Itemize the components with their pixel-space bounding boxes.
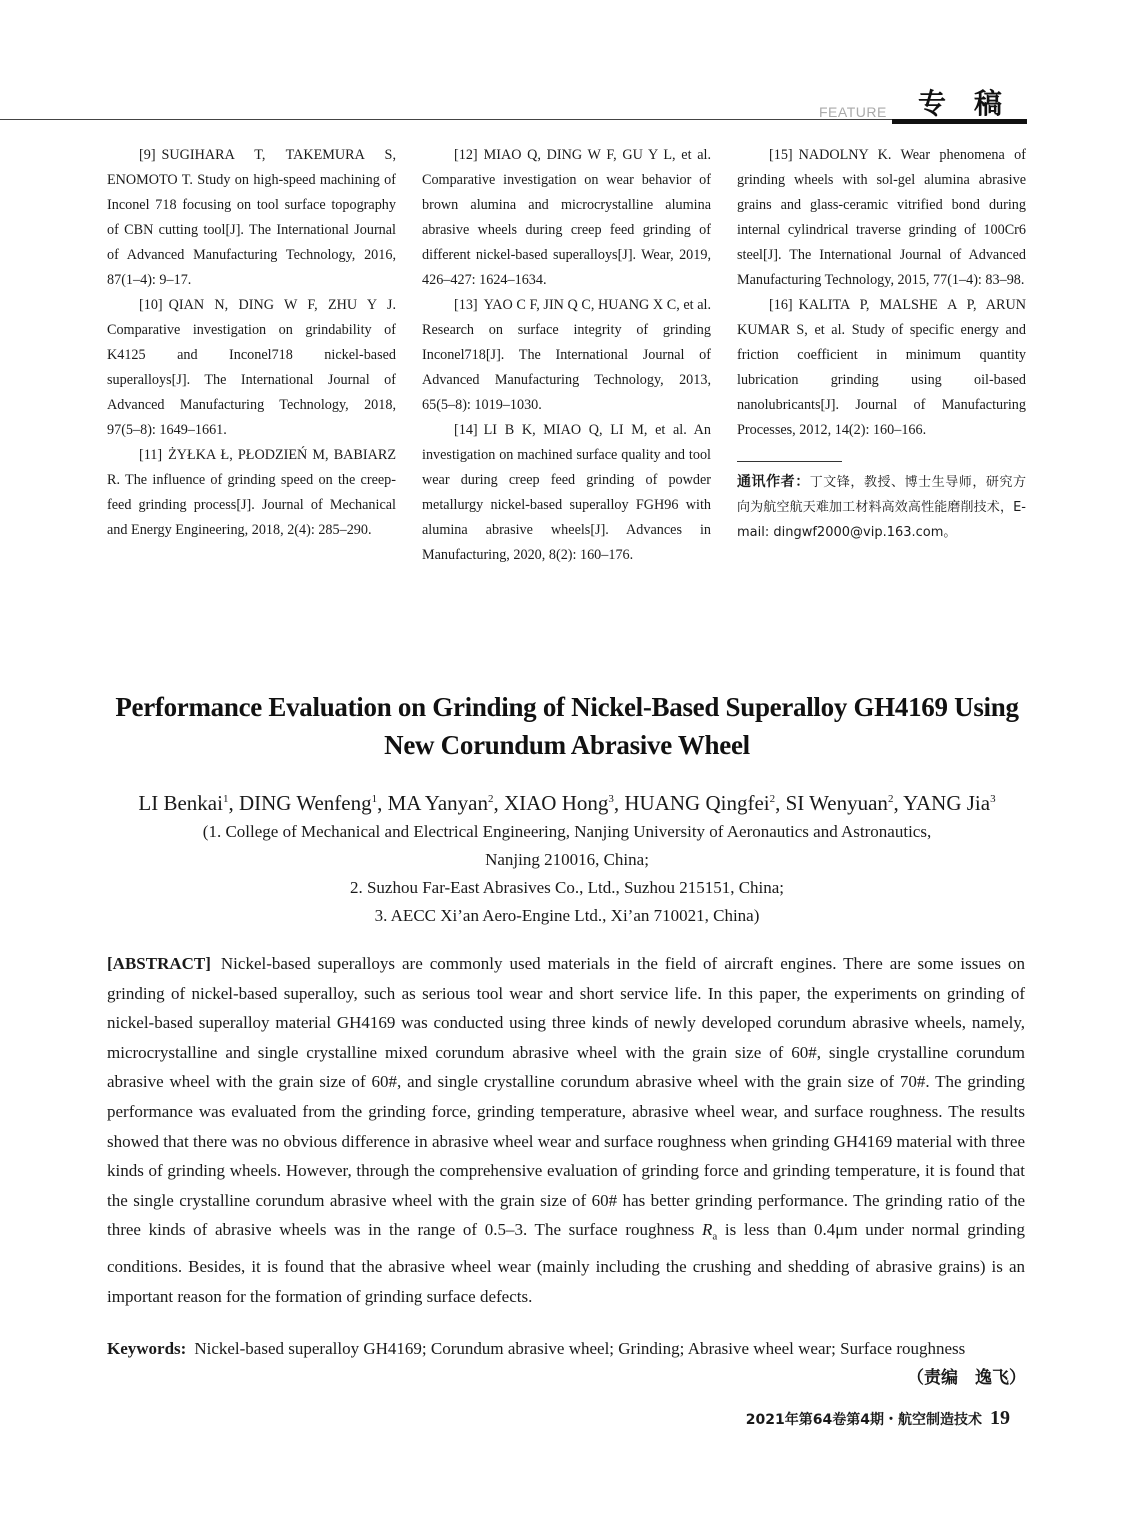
author: XIAO Hong$^3$, [503, 791, 625, 815]
journal-issue: 2021年第64卷第4期・航空制造技术 [745, 1412, 982, 1428]
author: MA Yanyan$^2$, [387, 791, 504, 815]
page-number: 19 [990, 1407, 1010, 1429]
abstract-text: Nickel-based superalloys are commonly used materials in the field of aircraft engines. There are some issues on grinding of nickel-based superalloy, such as serious tool wear and short service life. In this paper, the experiments on grinding of nickel-based superalloy material GH4169 was conducted using three kinds of newly developed corundum abrasive wheels, namely, microcrystalline and single crystalline mixed corundum abrasive wheel with the grain size of 60#, single crystalline corundum abrasive wheel with the grain size of 60#, and single crystalline corundum abrasive wheel with the grain size of 70#. The grinding performance was evaluated from the grinding force, grinding temperature, abrasive wheel wear, and surface roughness. The results showed that there was no obvious difference in abrasive wheel wear and surface roughness when grinding GH4169 material with three kinds of grinding wheels. However, through the comprehensive evaluation of grinding force and grinding temperature, it is found that the single crystalline corundum abrasive wheel with the grain size of 60# has better grinding performance. The grinding ratio of the three kinds of abrasive wheels was in the range of 0.5–3. The surface roughness [107, 954, 1025, 1240]
keywords-text: Nickel-based superalloy GH4169; Corundum abrasive wheel; Grinding; Abrasive wheel wear; Surface roughness [194, 1339, 966, 1358]
reference-item: [9] SUGIHARA T, TAKEMURA S, ENOMOTO T. Study on high-speed machining of Inconel 718 focusing on tool surface topography of CBN cutting tool[J]. The International Journal of Advanced Manufacturing Technology, 2016, 87(1–4): 9–17. [107, 147, 396, 288]
corresponding-author-text: 丁文锋，教授、博士生导师，研究方向为航空航天难加工材料高效高性能磨削技术，E-mail: dingwf2000@vip.163.com。 [737, 475, 1026, 540]
roughness-symbol: R [701, 1220, 713, 1240]
reference-item: [14] LI B K, MIAO Q, LI M, et al. An investigation on machined surface quality and tool wear during creep feed grinding of powder metallurgy nickel-based superalloy FGH96 with alumina abrasive wheels[J]. Advances in Manufacturing, 2020, 8(2): 160–176. [422, 422, 711, 563]
reference-item: [15] NADOLNY K. Wear phenomena of grinding wheels with sol-gel alumina abrasive grains and glass-ceramic vitrified bond during internal cylindrical traverse grinding of 100Cr6 steel[J]. The International Journal of Advanced Manufacturing Technology, 2015, 77(1–4): 83–98. [737, 147, 1026, 288]
author: SI Wenyuan$^2$, [785, 791, 904, 815]
affiliation-line: (1. College of Mechanical and Electrical Engineering, Nanjing University of Aeronautics and Astronautics, [202, 822, 932, 841]
references-column-2 [422, 143, 711, 568]
affiliation-line: Nanjing 210016, China; [485, 850, 649, 869]
reference-item: [13] YAO C F, JIN Q C, HUANG X C, et al. Research on surface integrity of grinding Inconel718[J]. The International Journal of Advanced Manufacturing Technology, 2013, 65(5–8): 1019–1030. [422, 297, 711, 413]
corresponding-author-label: 通讯作者： [737, 474, 810, 490]
author: HUANG Qingfei$^2$, [624, 791, 786, 815]
editor-note: （责编 逸飞） [907, 1368, 1026, 1388]
abstract-label: [ABSTRACT] [107, 954, 211, 973]
page-footer [700, 1404, 1010, 1434]
affiliation-line: 2. Suzhou Far-East Abrasives Co., Ltd., Suzhou 215151, China; [349, 878, 785, 897]
section-label-en: FEATURE [819, 104, 887, 120]
affiliation-line: 3. AECC Xi’an Aero-Engine Ltd., Xi’an 710021, China) [374, 906, 760, 925]
references-column-3 [737, 143, 1026, 545]
reference-item: [16] KALITA P, MALSHE A P, ARUN KUMAR S, et al. Study of specific energy and friction coefficient in minimum quantity lubrication grinding using oil-based nanolubricants[J]. Journal of Manufacturing Processes, 2012, 14(2): 160–166. [737, 297, 1026, 438]
reference-item: [10] QIAN N, DING W F, ZHU Y J. Comparative investigation on grindability of K4125 and Inconel718 nickel-based superalloys[J]. The International Journal of Advanced Manufacturing Technology, 2018, 97(5–8): 1649–1661. [107, 297, 396, 438]
keywords-label: Keywords: [107, 1339, 187, 1358]
section-label-cn: 专稿 [918, 87, 1031, 120]
abstract-text-cont: is less than 0.4μm under normal grinding conditions. Besides, it is found that the abrasive wheel wear (mainly including the crushing and shedding of abrasive grains) is an important reason for the formation of grinding surface defects. [107, 1220, 1025, 1306]
abstract: [ABSTRACT] Nickel-based superalloys are commonly used materials in the field of aircraft engines. There are some issues on grinding of nickel-based superalloy, such as serious tool wear and short service life. In this paper, the experiments on grinding of nickel-based superalloy material GH4169 was conducted using three kinds of newly developed corundum abrasive wheels, namely, microcrystalline and single crystalline mixed corundum abrasive wheel with the grain size of 60#, single crystalline corundum abrasive wheel with the grain size of 60#, and single crystalline corundum abrasive wheel with the grain size of 70#. The grinding performance was evaluated from the grinding force, grinding temperature, abrasive wheel wear, and surface roughness. The results showed that there was no obvious difference in abrasive wheel wear and surface roughness when grinding GH4169 material with three kinds of grinding wheels. However, through the comprehensive evaluation of grinding force and grinding temperature, it is found that the single crystalline corundum abrasive wheel with the grain size of 60# has better grinding performance. The grinding ratio of the three kinds of abrasive wheels was in the range of 0.5–3. The surface roughness $R_a$ is less than 0.4μm under normal grinding conditions. Besides, it is found that the abrasive wheel wear (mainly including the crushing and shedding of abrasive grains) is an important reason for the formation of grinding surface defects. [107, 954, 1025, 1306]
author: LI Benkai$^1$, [138, 791, 239, 815]
keywords [107, 1334, 1025, 1363]
article-title: Performance Evaluation on Grinding of Nickel-Based Superalloy GH4169 Using New Corundum Abrasive Wheel [115, 692, 1019, 760]
affiliations [60, 818, 1074, 930]
references-column-1 [107, 143, 396, 543]
reference-item: [11] ŻYŁKA Ł, PŁODZIEŃ M, BABIARZ R. The influence of grinding speed on the creep-feed grinding process[J]. Journal of Mechanical and Energy Engineering, 2018, 2(4): 285–290. [107, 447, 396, 538]
author: YANG Jia$^3$ [903, 791, 996, 815]
correspondence-rule [737, 461, 842, 462]
author-list [60, 784, 1074, 818]
corresponding-author-note [737, 470, 1026, 545]
reference-item: [12] MIAO Q, DING W F, GU Y L, et al. Comparative investigation on wear behavior of brown alumina and microcrystalline alumina abrasive wheels during creep feed grinding of different nickel-based superalloys[J]. Wear, 2019, 426–427: 1624–1634. [422, 147, 711, 288]
author: DING Wenfeng$^1$, [238, 791, 388, 815]
